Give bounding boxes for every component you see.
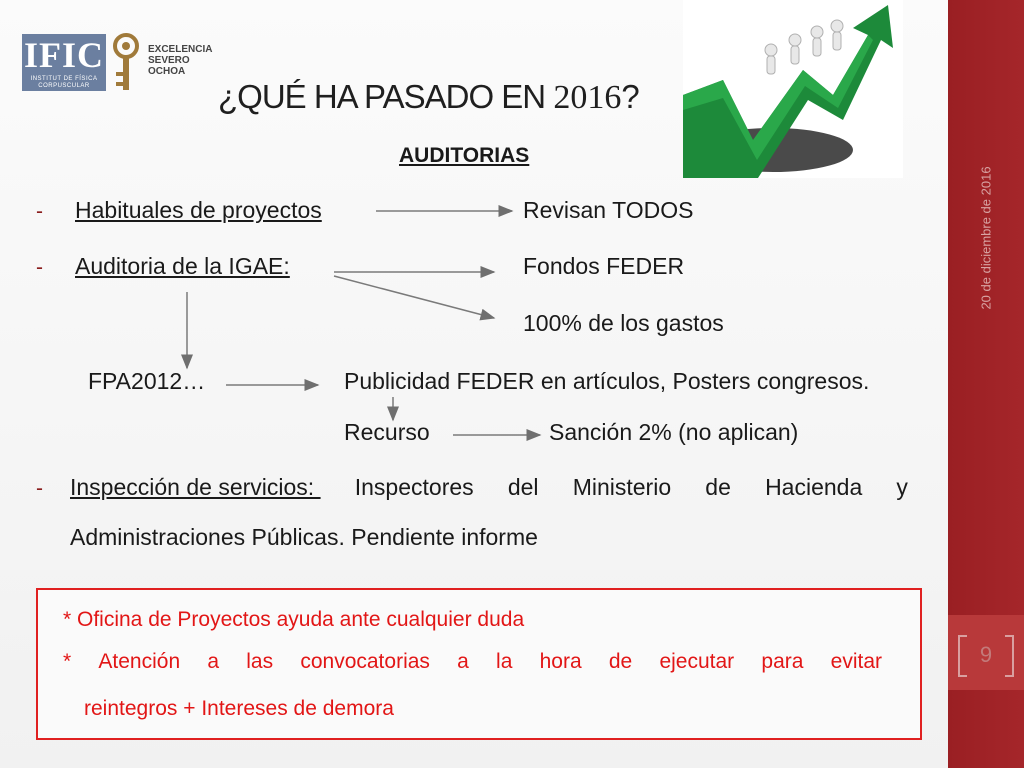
slide-date: 20 de diciembre de 2016	[978, 166, 994, 310]
notice-word: a	[457, 650, 469, 673]
notice-line-3: reintegros + Intereses de demora	[84, 697, 394, 720]
audit-projects-label: Habituales de proyectos	[75, 197, 322, 223]
inspection-label: Inspección de servicios:	[70, 474, 321, 500]
notice-word: convocatorias	[300, 650, 430, 673]
excellence-line-2: SEVERO	[148, 55, 190, 66]
logo-text: IFIC	[23, 35, 104, 75]
igae-target-feder: Fondos FEDER	[523, 253, 685, 279]
igae-audit-label: Auditoria de la IGAE:	[75, 253, 290, 279]
page-number: 9	[979, 642, 993, 667]
notice-word: a	[207, 650, 220, 673]
notice-word: hora	[539, 650, 582, 673]
inspection-word: de	[705, 474, 731, 500]
bullet-dash: -	[36, 477, 43, 500]
excellence-line-1: EXCELENCIA	[148, 44, 213, 55]
inspection-line-2: Administraciones Públicas. Pendiente informe	[70, 524, 538, 550]
notice-word: ejecutar	[659, 650, 735, 673]
excellence-line-3: OCHOA	[148, 66, 186, 77]
notice-word: Atención	[98, 650, 181, 673]
inspection-word: Ministerio	[572, 474, 672, 500]
notice-word: la	[496, 650, 513, 673]
inspection-word: y	[896, 474, 908, 500]
inspection-word: del	[507, 474, 539, 500]
notice-word: las	[246, 650, 274, 673]
inspection-word: Inspectores	[354, 474, 474, 500]
fpa-target: Publicidad FEDER en artículos, Posters congresos.	[344, 368, 870, 394]
notice-word: de	[608, 650, 633, 673]
notice-line-1: * Oficina de Proyectos ayuda ante cualquier duda	[63, 608, 525, 631]
logo-subtitle-line-1: INSTITUT DE FÍSICA	[30, 76, 98, 82]
fpa-label: FPA2012…	[88, 368, 206, 394]
section-heading: AUDITORIAS	[399, 144, 530, 167]
recurso-target: Sanción 2% (no aplican)	[549, 419, 799, 445]
recurso-label: Recurso	[344, 419, 430, 445]
title-text: ¿QUÉ HA PASADO EN	[218, 78, 554, 115]
arrow-igae-to-expenses	[334, 276, 494, 318]
audit-projects-target: Revisan TODOS	[523, 197, 694, 223]
logo-subtitle-line-2: CORPUSCULAR	[38, 83, 90, 89]
page-number-box	[955, 632, 1017, 680]
igae-target-expenses: 100% de los gastos	[523, 310, 724, 336]
notice-line-2	[63, 650, 882, 674]
notice-word: *	[63, 650, 72, 673]
notice-word: para	[761, 650, 804, 673]
title-end: ?	[621, 78, 639, 115]
bullet-dash: -	[36, 256, 43, 279]
title-year: 2016	[553, 79, 622, 116]
notice-word: evitar	[830, 650, 882, 673]
bullet-dash: -	[36, 200, 43, 223]
inspection-word: Hacienda	[765, 474, 863, 500]
